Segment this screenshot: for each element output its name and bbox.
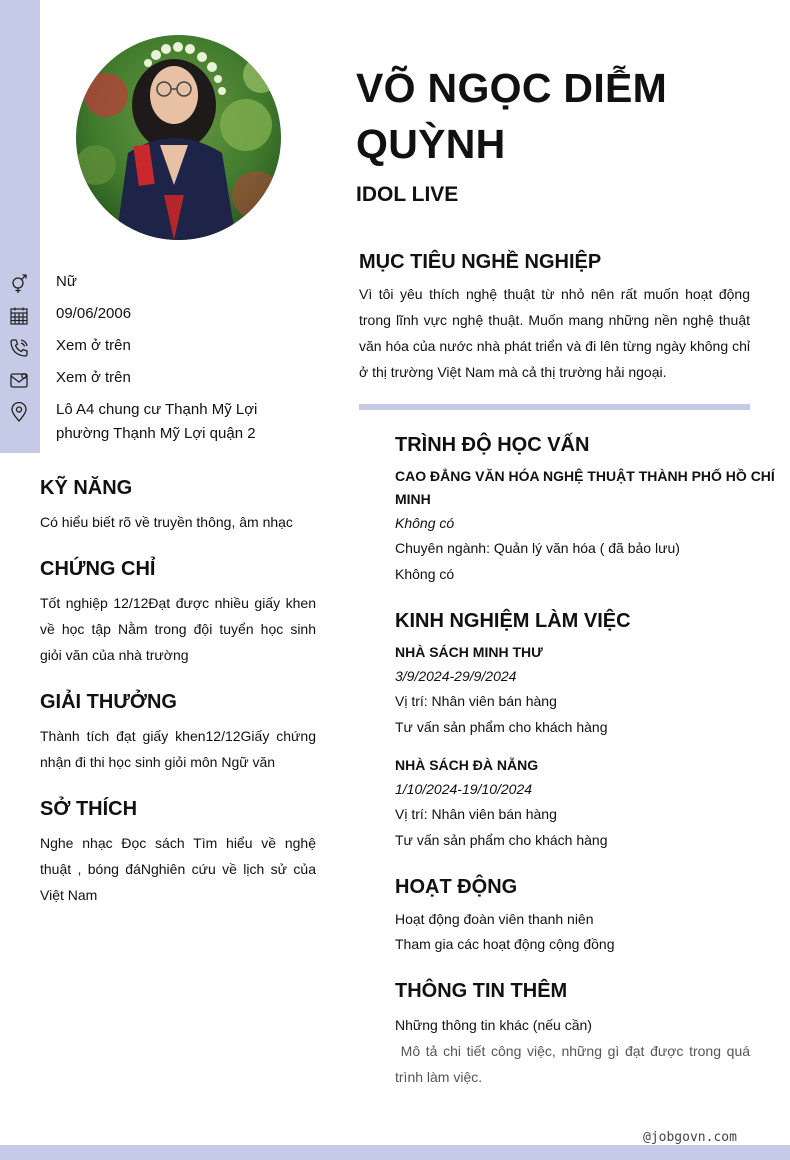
certificates-text: Tốt nghiệp 12/12Đạt được nhiều giấy khen về học tập Nằm trong đội tuyển học sinh giỏi văn của nhà trường (40, 595, 316, 663)
extra-info-text: Mô tả chi tiết công việc, những gì đạt được trong quá trình làm việc. (395, 1043, 754, 1085)
job-2-description: Tư vấn sản phẩm cho khách hàng (395, 832, 608, 848)
phone-value: Xem ở trên (56, 337, 131, 354)
watermark: @jobgovn.com (643, 1130, 737, 1145)
address-line-1: Lô A4 chung cư Thạnh Mỹ Lợi (56, 401, 258, 418)
profile-photo (76, 35, 281, 240)
education-heading: TRÌNH ĐỘ HỌC VẤN (395, 434, 590, 456)
education-period: Không có (395, 515, 455, 531)
education-note: Không có (395, 566, 455, 582)
email-value: Xem ở trên (56, 369, 131, 386)
bottom-accent-bar (0, 1145, 790, 1160)
job-1-description: Tư vấn sản phẩm cho khách hàng (395, 719, 608, 735)
skills-heading: KỸ NĂNG (40, 477, 133, 499)
gender-value: Nữ (56, 273, 77, 290)
candidate-name: VÕ NGỌC DIỄM QUỲNH (356, 65, 668, 167)
job-1-company: NHÀ SÁCH MINH THƯ (395, 644, 543, 660)
extra-info-title: Những thông tin khác (nếu cần) (395, 1017, 592, 1033)
address-line-2: phường Thạnh Mỹ Lợi quận 2 (56, 425, 256, 442)
activities-heading: HOẠT ĐỘNG (395, 876, 518, 898)
experience-heading: KINH NGHIỆM LÀM VIỆC (395, 610, 631, 632)
job-2-period: 1/10/2024-19/10/2024 (395, 781, 533, 797)
objective-text: Vì tôi yêu thích nghệ thuật từ nhỏ nên rất muốn hoạt động trong lĩnh vực nghệ thuật. Muốn mang những nền nghệ thuật văn hóa của nước nhà phát triển và đi lên từng ngày không chỉ ở thị trường Việt Nam mà cả thị trường hải ngoại. (359, 286, 750, 380)
certificates-heading: CHỨNG CHỈ (40, 558, 156, 580)
job-2-company: NHÀ SÁCH ĐÀ NẴNG (395, 757, 539, 773)
job-1-period: 3/9/2024-29/9/2024 (395, 668, 517, 684)
education-major: Chuyên ngành: Quản lý văn hóa ( đã bảo lưu) (395, 540, 680, 556)
hobbies-heading: SỞ THÍCH (40, 798, 138, 820)
awards-text: Thành tích đạt giấy khen12/12Giấy chứng nhận đi thi học sinh giỏi môn Ngữ văn (40, 728, 316, 770)
calendar-icon (9, 306, 29, 326)
mail-icon (9, 370, 29, 390)
section-divider (359, 404, 750, 410)
skills-text: Có hiểu biết rõ về truyền thông, âm nhạc (40, 514, 293, 530)
school-name-line-1: CAO ĐẲNG VĂN HÓA NGHỆ THUẬT THÀNH PHỐ HỒ CHÍ (395, 468, 775, 484)
objective-heading: MỤC TIÊU NGHỀ NGHIỆP (359, 251, 602, 273)
job-1-position: Vị trí: Nhân viên bán hàng (395, 693, 557, 709)
location-icon (9, 402, 29, 422)
school-name-line-2: MINH (395, 491, 431, 507)
extra-info-heading: THÔNG TIN THÊM (395, 980, 568, 1002)
activity-item: Tham gia các hoạt động cộng đồng (395, 936, 615, 952)
job-title: IDOL LIVE (356, 183, 459, 206)
profile-photo-image (76, 35, 281, 240)
birthdate-value: 09/06/2006 (56, 305, 132, 322)
gender-icon (9, 274, 29, 294)
phone-icon (9, 338, 29, 358)
hobbies-text: Nghe nhạc Đọc sách Tìm hiểu về nghệ thuật , bóng đáNghiên cứu về lịch sử của Việt Nam (40, 835, 316, 903)
awards-heading: GIẢI THƯỞNG (40, 691, 177, 713)
job-2-position: Vị trí: Nhân viên bán hàng (395, 806, 557, 822)
activity-item: Hoạt động đoàn viên thanh niên (395, 911, 594, 927)
